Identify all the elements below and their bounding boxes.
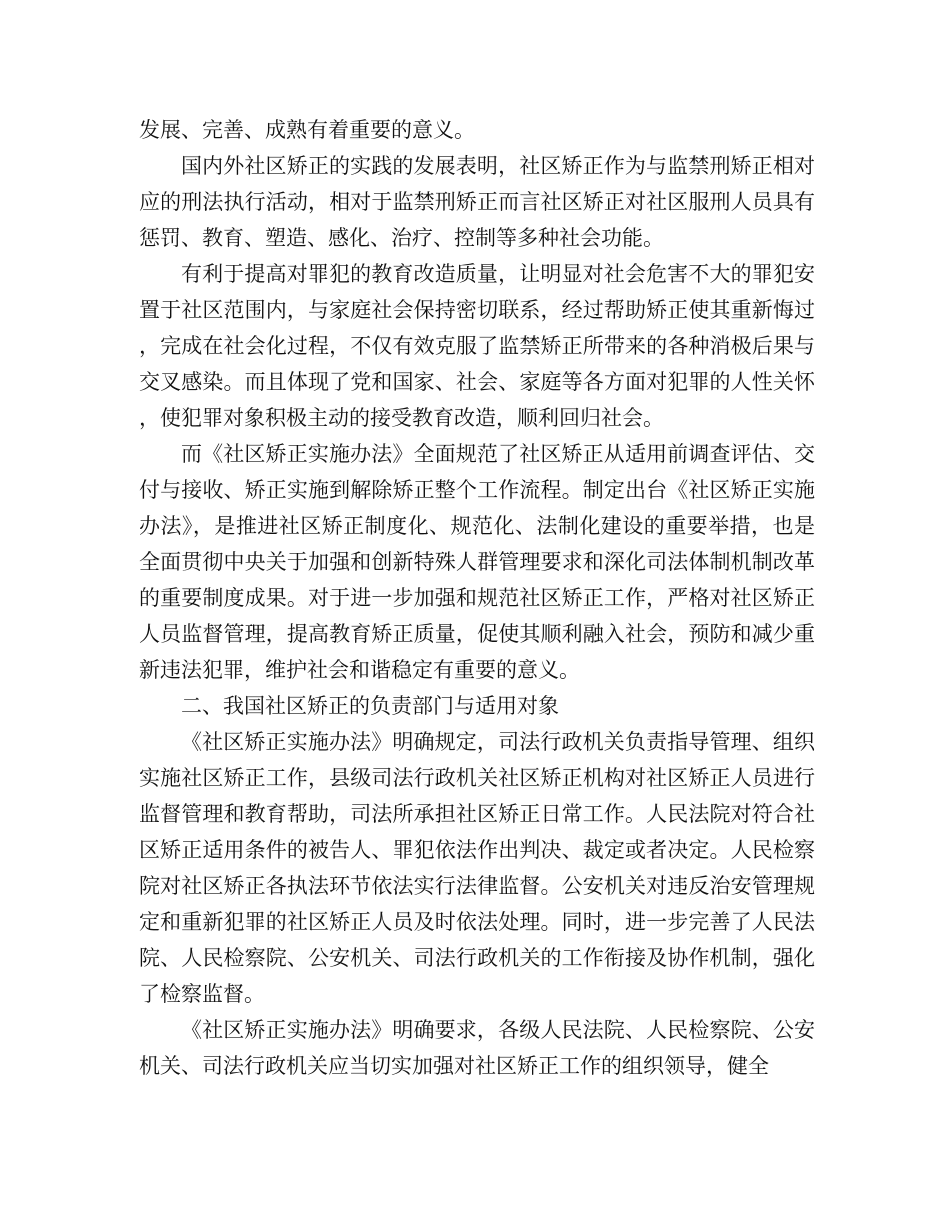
paragraph-continuation: 发展、完善、成熟有着重要的意义。 [139,118,475,142]
document-body [139,112,815,1084]
paragraph-reform-quality: 有利于提高对罪犯的教育改造质量，让明显对社会危害不大的罪犯安置于社区范围内，与家庭社会保持密切联系，经过帮助矫正使其重新悔过，完成在社会化过程，不仅有效克服了监禁矫正所带来的各种消极后果与交叉感染。而且体现了党和国家、社会、家庭等各方面对犯罪的人性关怀，使犯罪对象积极主动的接受教育改造，顺利回归社会。 [139,262,815,430]
paragraph-requirements: 《社区矫正实施办法》明确要求，各级人民法院、人民检察院、公安机关、司法行政机关应当切实加强对社区矫正工作的组织领导，健全 [139,1018,815,1078]
paragraph-practice-development: 国内外社区矫正的实践的发展表明，社区矫正作为与监禁刑矫正相对应的刑法执行活动，相对于监禁刑矫正而言社区矫正对社区服刑人员具有惩罚、教育、塑造、感化、治疗、控制等多种社会功能。 [139,154,815,250]
paragraph-responsible-departments: 《社区矫正实施办法》明确规定，司法行政机关负责指导管理、组织实施社区矫正工作，县级司法行政机关社区矫正机构对社区矫正人员进行监督管理和教育帮助，司法所承担社区矫正日常工作。人民法院对符合社区矫正适用条件的被告人、罪犯依法作出判决、裁定或者决定。人民检察院对社区矫正各执法环节依法实行法律监督。公安机关对违反治安管理规定和重新犯罪的社区矫正人员及时依法处理。同时，进一步完善了人民法院、人民检察院、公安机关、司法行政机关的工作衔接及协作机制，强化了检察监督。 [139,730,815,1006]
section-heading: 二、我国社区矫正的负责部门与适用对象 [181,694,559,718]
paragraph-implementation-measures: 而《社区矫正实施办法》全面规范了社区矫正从适用前调查评估、交付与接收、矫正实施到解除矫正整个工作流程。制定出台《社区矫正实施办法》，是推进社区矫正制度化、规范化、法制化建设的重要举措，也是全面贯彻中央关于加强和创新特殊人群管理要求和深化司法体制机制改革的重要制度成果。对于进一步加强和规范社区矫正工作，严格对社区矫正人员监督管理，提高教育矫正质量，促使其顺利融入社会，预防和减少重新违法犯罪，维护社会和谐稳定有重要的意义。 [139,442,815,682]
